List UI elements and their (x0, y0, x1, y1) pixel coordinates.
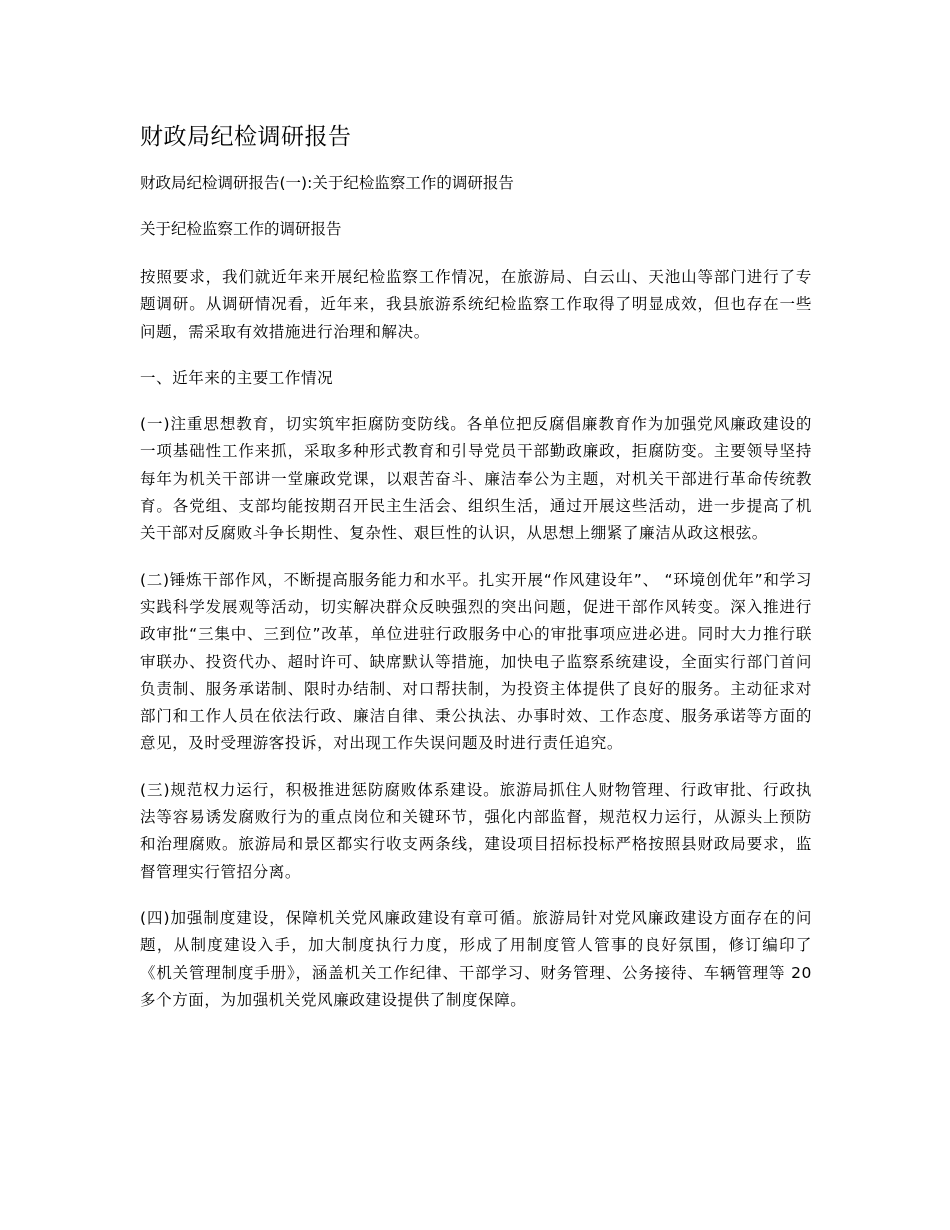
paragraph-education: (一)注重思想教育，切实筑牢拒腐防变防线。各单位把反腐倡廉教育作为加强党风廉政建设的一项基础性工作来抓，采取多种形式教育和引导党员干部勤政廉政，拒腐防变。主要领导坚持每年为机关干部讲一堂廉政党课，以艰苦奋斗、廉洁奉公为主题，对机关干部进行革命传统教育。各党组、支部均能按期召开民主生活会、组织生活，通过开展这些活动，进一步提高了机关干部对反腐败斗争长期性、复杂性、艰巨性的认识，从思想上绷紧了廉洁从政这根弦。 (140, 415, 813, 543)
intro-paragraph: 按照要求，我们就近年来开展纪检监察工作情况，在旅游局、白云山、天池山等部门进行了专题调研。从调研情况看，近年来，我县旅游系统纪检监察工作取得了明显成效，但也存在一些问题，需采取有效措施进行治理和解决。 (140, 268, 812, 341)
report-title: 关于纪检监察工作的调研报告 (140, 220, 342, 238)
paragraph-work-style: (二)锤炼干部作风，不断提高服务能力和水平。扎实开展“作风建设年”、 “环境创优年”和学习实践科学发展观等活动，切实解决群众反映强烈的突出问题，促进干部作风转变。深入推进行政审批“三集中、三到位”改革，单位进驻行政服务中心的审批事项应进必进。同时大力推行联审联办、投资代办、超时许可、缺席默认等措施，加快电子监察系统建设，全面实行部门首问负责制、服务承诺制、限时办结制、对口帮扶制，为投资主体提供了良好的服务。主动征求对部门和工作人员在依法行政、廉洁自律、秉公执法、办事时效、工作态度、服务承诺等方面的意见，及时受理游客投诉，对出现工作失误问题及时进行责任追究。 (140, 570, 812, 753)
paragraph-power-operation: (三)规范权力运行，积极推进惩防腐败体系建设。旅游局抓住人财物管理、行政审批、行政执法等容易诱发腐败行为的重点岗位和关键环节，强化内部监督，规范权力运行，从源头上预防和治理腐败。旅游局和景区都实行收支两条线，建设项目招标投标严格按照县财政局要求，监督管理实行管招分离。 (140, 780, 813, 881)
document-subtitle: 财政局纪检调研报告(一):关于纪检监察工作的调研报告 (140, 174, 514, 192)
document-page (140, 120, 812, 1033)
paragraph-system-building: (四)加强制度建设，保障机关党风廉政建设有章可循。旅游局针对党风廉政建设方面存在的问题，从制度建设入手，加大制度执行力度，形成了用制度管人管事的良好氛围，修订编印了《机关管理制度手册》，涵盖机关工作纪律、干部学习、财务管理、公务接待、车辆管理等 20 多个方面，为加强机关党风廉政建设提供了制度保障。 (140, 908, 813, 1009)
section-heading: 一、近年来的主要工作情况 (140, 368, 334, 387)
document-title: 财政局纪检调研报告 (140, 124, 352, 150)
